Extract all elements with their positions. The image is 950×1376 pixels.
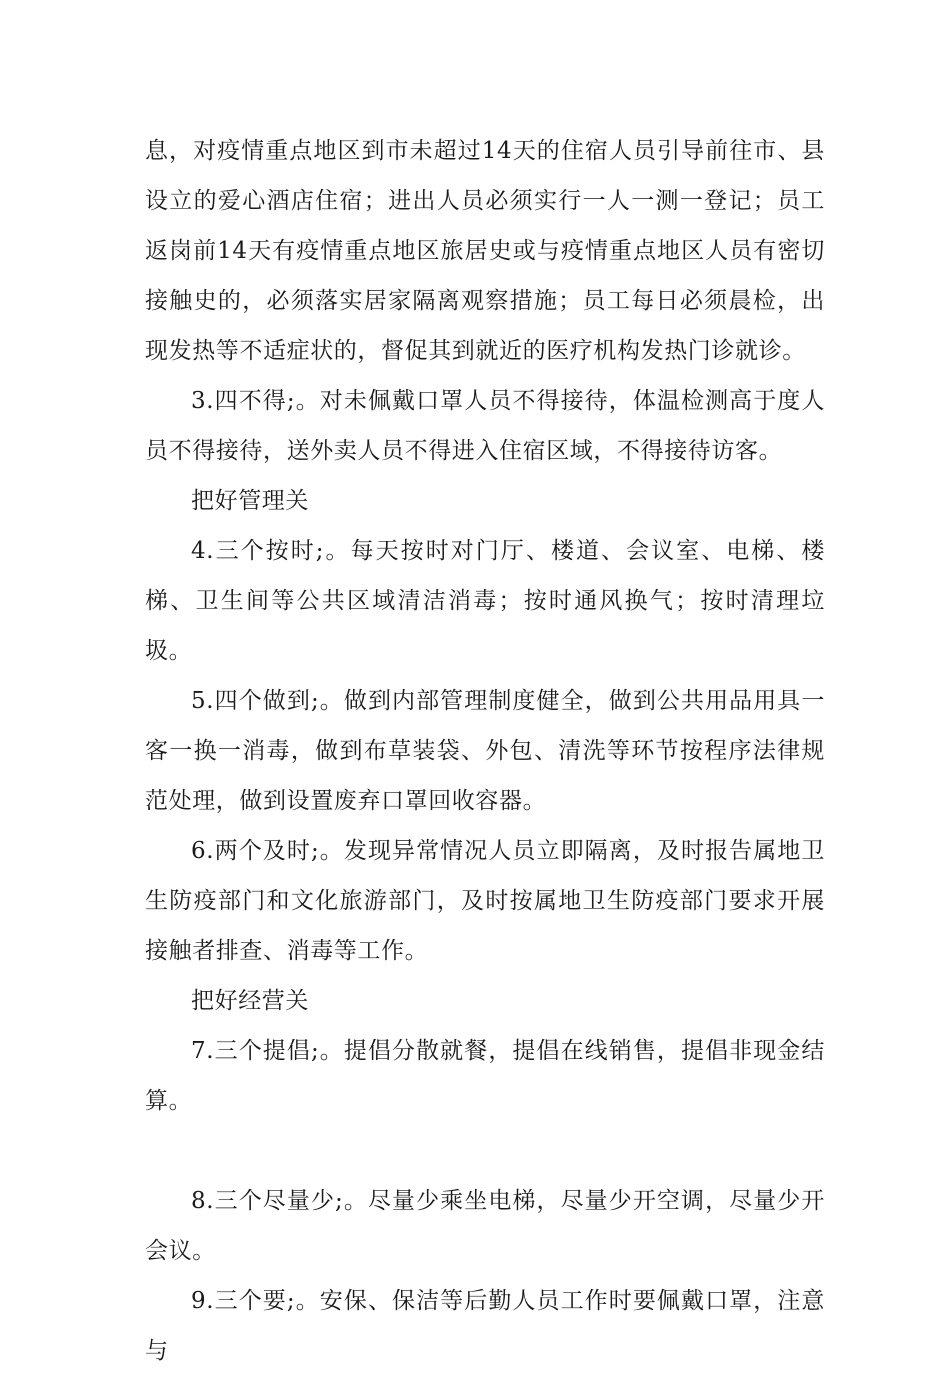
paragraph-item-4: 4.三个按时;。每天按时对门厅、楼道、会议室、电梯、楼梯、卫生间等公共区域清洁消毒；按时通风换气；按时清理垃圾。 <box>145 538 825 664</box>
paragraph-item-3: 3.四不得;。对未佩戴口罩人员不得接待，体温检测高于度人员不得接待，送外卖人员不得进入住宿区域，不得接待访客。 <box>145 388 825 464</box>
blank-line <box>145 1126 825 1176</box>
section-heading-operation: 把好经营关 <box>191 988 309 1014</box>
paragraph-item-8: 8.三个尽量少;。尽量少乘坐电梯，尽量少开空调，尽量少开会议。 <box>145 1188 825 1264</box>
paragraph-item-9: 9.三个要;。安保、保洁等后勤人员工作时要佩戴口罩，注意与 <box>145 1288 825 1364</box>
paragraph-continuation: 息，对疫情重点地区到市未超过14天的住宿人员引导前往市、县设立的爱心酒店住宿；进出人员必须实行一人一测一登记；员工返岗前14天有疫情重点地区旅居史或与疫情重点地区人员有密切接触史的，必须落实居家隔离观察措施；员工每日必须晨检，出现发热等不适症状的，督促其到就近的医疗机构发热门诊就诊。 <box>145 138 825 364</box>
paragraph-item-6: 6.两个及时;。发现异常情况人员立即隔离，及时报告属地卫生防疫部门和文化旅游部门，及时按属地卫生防疫部门要求开展接触者排查、消毒等工作。 <box>145 838 825 964</box>
paragraph-item-5: 5.四个做到;。做到内部管理制度健全，做到公共用品用具一客一换一消毒，做到布草装袋、外包、清洗等环节按程序法律规范处理，做到设置废弃口罩回收容器。 <box>145 688 825 814</box>
paragraph-item-7: 7.三个提倡;。提倡分散就餐，提倡在线销售，提倡非现金结算。 <box>145 1038 825 1114</box>
section-heading-management: 把好管理关 <box>191 488 309 514</box>
document-body <box>145 126 825 1376</box>
